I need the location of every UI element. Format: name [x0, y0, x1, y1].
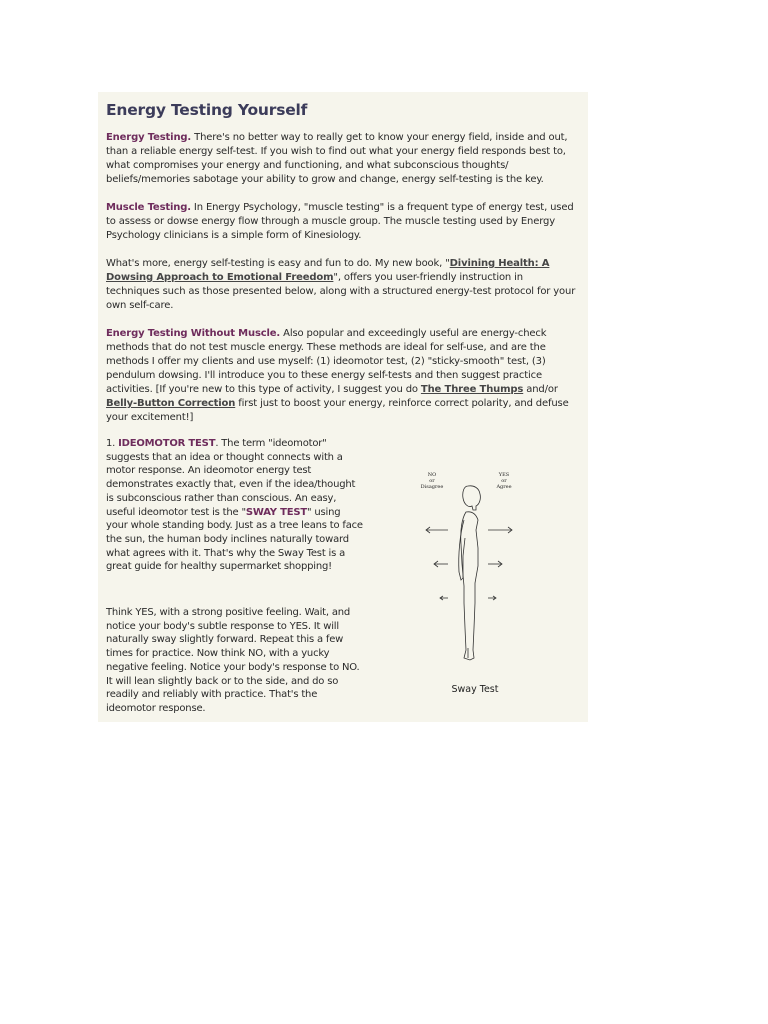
book-link[interactable]: Divining Health: A Dowsing Approach to Emotional Freedom [106, 258, 550, 283]
paragraph-text: . The term "ideomotor" suggests that an idea or thought connects with a motor response. An ideomotor energy test demonstrates exactly that, even if the idea/thought is subconscious rather than conscious. An easy, useful ideomotor test is the " [106, 438, 356, 518]
paragraph-muscle-testing [106, 201, 578, 243]
paragraph-text: What's more, energy self-testing is easy and fun to do. My new book, " [106, 258, 450, 269]
paragraph-without-muscle [106, 327, 578, 425]
paragraph-energy-testing [106, 131, 578, 187]
paragraph-ideomotor-test [106, 437, 364, 574]
arrow-left-icon [426, 527, 448, 600]
paragraph-text: and/or [523, 384, 558, 395]
three-thumps-link[interactable]: The Three Thumps [420, 384, 524, 395]
lead-energy-testing: Energy Testing. [106, 132, 192, 143]
paragraph-text: ", offers you user-friendly instruction in techniques such as those presented below, along with a structured energy-test protocol for your own self-care. [106, 272, 576, 311]
no-label-line1: NO [427, 472, 437, 478]
paragraph-text: Also popular and exceedingly useful are energy-check methods that do not test muscle energy. These methods are ideal for self-use, and are the methods I offer my clients and use myself: (1) ideomotor test, (2) "sticky-smooth" test, (3) pendulum dowsing. I'll introduce you to these energy self-tests and then suggest practice activities. [If you're new to this type of activity, I suggest you do [106, 328, 547, 395]
yes-label-line2: or [501, 478, 507, 484]
page-title: Energy Testing Yourself [106, 101, 308, 119]
no-label-line2: or [429, 478, 435, 484]
no-label-line3: Disagree [420, 484, 444, 490]
paragraph-text: In Energy Psychology, "muscle testing" is a frequent type of energy test, used to assess or dowse energy flow through a muscle group. The muscle testing used by Energy Psychology clinicians is a simple form of Kinesiology. [106, 202, 574, 241]
paragraph-text: first just to boost your energy, reinforce correct polarity, and defuse your excitement!] [106, 398, 569, 423]
figure-caption: Sway Test [451, 684, 499, 695]
sway-test-figure [418, 468, 538, 668]
paragraph-text: There's no better way to really get to know your energy field, inside and out, than a reliable energy self-test. If you wish to find out what your energy field responds best to, what compromises your energy and functioning, and what subconscious thoughts/ beliefs/memories sabotage your ability to grow and change, energy self-testing is the key. [106, 132, 568, 185]
belly-button-correction-link[interactable]: Belly-Button Correction [106, 398, 236, 409]
yes-label-line3: Agree [496, 484, 512, 490]
lead-muscle-testing: Muscle Testing. [106, 202, 191, 213]
paragraph-book [106, 257, 578, 313]
lead-ideomotor-test: IDEOMOTOR TEST [118, 438, 216, 449]
list-number: 1. [106, 438, 119, 449]
yes-label-line1: YES [498, 472, 510, 478]
sway-test-term: SWAY TEST [245, 506, 308, 518]
standing-person-icon [459, 486, 481, 660]
paragraph-think-yes: Think YES, with a strong positive feeling. Wait, and notice your body's subtle response to YES. It will naturally sway slightly forward. Repeat this a few times for practice. Now think NO, with a yucky negative feeling. Notice your body's response to NO. It will lean slightly back or to the side, and do so readily and reliably with practice. That's the ideomotor response. [106, 607, 360, 714]
article-panel [98, 92, 588, 722]
arrow-right-icon [488, 527, 512, 600]
paragraph-text: " using your whole standing body. Just as a tree leans to face the sun, the human body inclines naturally toward what agrees with it. That's why the Sway Test is a great guide for healthy supermarket shopping! [106, 506, 363, 573]
lead-without-muscle: Energy Testing Without Muscle. [106, 328, 281, 339]
